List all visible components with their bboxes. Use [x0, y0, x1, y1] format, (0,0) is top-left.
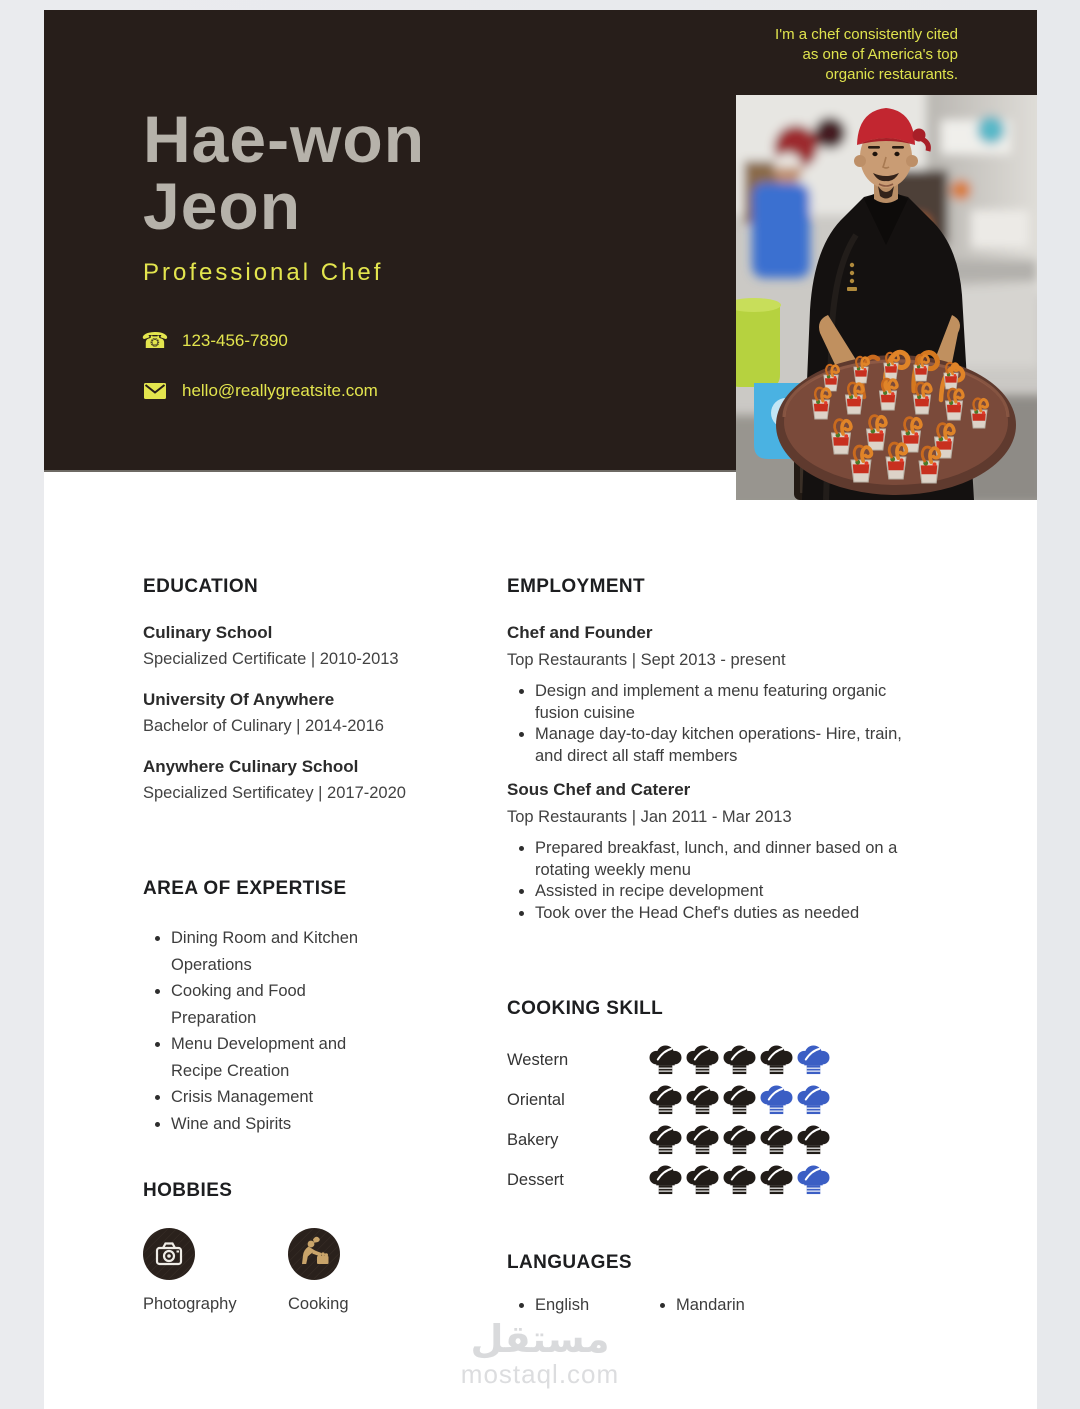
chef-hat-icon — [648, 1045, 683, 1076]
chef-hat-icon — [685, 1045, 720, 1076]
hobby-row — [143, 1228, 483, 1314]
hobby-label: Photography — [143, 1295, 237, 1313]
skill-row — [507, 1120, 967, 1160]
job-bullet: Prepared breakfast, lunch, and dinner based on a rotating weekly menu — [507, 838, 927, 881]
education-heading: EDUCATION — [143, 576, 259, 597]
skill-label: Bakery — [507, 1130, 559, 1149]
jobs-list — [507, 623, 967, 924]
skill-row — [507, 1160, 967, 1200]
candidate-name — [143, 102, 426, 243]
chef-hat-icon — [685, 1165, 720, 1196]
expertise-item: Wine and Spirits — [143, 1111, 388, 1138]
job-entry — [507, 780, 967, 924]
job-bullets — [507, 838, 967, 924]
chef-hat-icon — [722, 1165, 757, 1196]
chef-hat-icon — [648, 1125, 683, 1156]
expertise-heading: AREA OF EXPERTISE — [143, 878, 347, 899]
school-name: Anywhere Culinary School — [143, 757, 359, 776]
degree-years: Bachelor of Culinary | 2014-2016 — [143, 717, 384, 735]
skill-label: Oriental — [507, 1090, 565, 1109]
language-item: English — [507, 1296, 648, 1315]
job-meta: Top Restaurants | Jan 2011 - Mar 2013 — [507, 808, 792, 826]
job-title: Sous Chef and Caterer — [507, 780, 691, 799]
chef-hat-icon — [648, 1165, 683, 1196]
expertise-section — [143, 878, 411, 1137]
name-line1: Hae-won — [143, 102, 426, 176]
language-item: Mandarin — [648, 1296, 789, 1315]
chef-hat-icon — [722, 1125, 757, 1156]
education-section — [143, 576, 483, 824]
chef-hat-icon — [722, 1045, 757, 1076]
watermark-domain: mostaql.com — [460, 1359, 620, 1389]
hobby-cooking — [288, 1228, 433, 1314]
chef-hat-icon — [759, 1085, 794, 1116]
education-entry — [143, 690, 483, 736]
chef-hat-icon — [759, 1125, 794, 1156]
skill-rating — [648, 1125, 831, 1156]
employment-section — [507, 576, 967, 937]
hobby-label: Cooking — [288, 1295, 349, 1313]
chef-hat-icon — [796, 1045, 831, 1076]
skill-row — [507, 1080, 967, 1120]
job-bullet: Assisted in recipe development — [507, 881, 927, 903]
job-bullets — [507, 681, 967, 767]
expertise-item: Dining Room and Kitchen Operations — [143, 925, 388, 978]
job-bullet: Design and implement a menu featuring organic fusion cuisine — [507, 681, 927, 724]
skill-row — [507, 1040, 967, 1080]
languages-section — [507, 1252, 937, 1315]
skill-label: Dessert — [507, 1170, 564, 1189]
chef-hat-icon — [759, 1045, 794, 1076]
phone-icon: ☎ — [141, 328, 169, 353]
chef-hat-icon — [685, 1085, 720, 1116]
quote-line: organic restaurants. — [825, 66, 958, 83]
school-name: Culinary School — [143, 623, 273, 642]
languages-list — [507, 1296, 937, 1315]
degree-years: Specialized Certificate | 2010-2013 — [143, 650, 399, 668]
chef-hat-icon — [648, 1085, 683, 1116]
watermark — [390, 1318, 690, 1388]
chef-hat-icon — [722, 1085, 757, 1116]
chef-hat-icon — [796, 1125, 831, 1156]
hobbies-heading: HOBBIES — [143, 1180, 233, 1201]
email-row — [143, 381, 378, 401]
cooking-icon — [288, 1228, 340, 1280]
skill-label: Western — [507, 1050, 569, 1069]
skill-rating — [648, 1085, 831, 1116]
skill-rating — [648, 1165, 831, 1196]
expertise-item: Cooking and Food Preparation — [143, 978, 388, 1031]
school-name: University Of Anywhere — [143, 690, 335, 709]
languages-heading: LANGUAGES — [507, 1252, 632, 1273]
camera-icon — [143, 1228, 195, 1280]
employment-heading: EMPLOYMENT — [507, 576, 646, 597]
chef-hat-icon — [796, 1165, 831, 1196]
job-meta: Top Restaurants | Sept 2013 - present — [507, 651, 786, 669]
cooking-skill-heading: COOKING SKILL — [507, 998, 664, 1019]
expertise-item: Crisis Management — [143, 1084, 388, 1111]
job-title: Chef and Founder — [507, 623, 653, 642]
education-list — [143, 623, 483, 803]
email-address: hello@reallygreatsite.com — [182, 381, 378, 400]
email-icon — [143, 383, 167, 399]
header-quote — [775, 25, 958, 85]
job-entry — [507, 623, 967, 767]
resume-paper — [44, 10, 1037, 1409]
expertise-item: Menu Development and Recipe Creation — [143, 1031, 388, 1084]
name-line2: Jeon — [143, 169, 302, 243]
degree-years: Specialized Sertificatey | 2017-2020 — [143, 784, 406, 802]
chef-hat-icon — [796, 1085, 831, 1116]
quote-line: I'm a chef consistently cited — [775, 26, 958, 43]
chef-photo — [736, 95, 1037, 500]
chef-hat-icon — [759, 1165, 794, 1196]
skill-rating — [648, 1045, 831, 1076]
chef-hat-icon — [685, 1125, 720, 1156]
candidate-title: Professional Chef — [143, 259, 384, 286]
skill-rows — [507, 1040, 967, 1200]
cooking-skill-section — [507, 998, 967, 1200]
expertise-list — [143, 925, 411, 1137]
hobby-photography — [143, 1228, 288, 1314]
job-bullet: Manage day-to-day kitchen operations- Hire, train, and direct all staff members — [507, 724, 927, 767]
education-entry — [143, 757, 483, 803]
hobbies-section — [143, 1180, 483, 1314]
phone-row — [143, 330, 288, 352]
job-bullet: Took over the Head Chef's duties as needed — [507, 903, 927, 925]
education-entry — [143, 623, 483, 669]
watermark-arabic: مستقل — [470, 1317, 610, 1361]
phone-number: 123-456-7890 — [182, 331, 288, 350]
quote-line: as one of America's top — [802, 46, 958, 63]
